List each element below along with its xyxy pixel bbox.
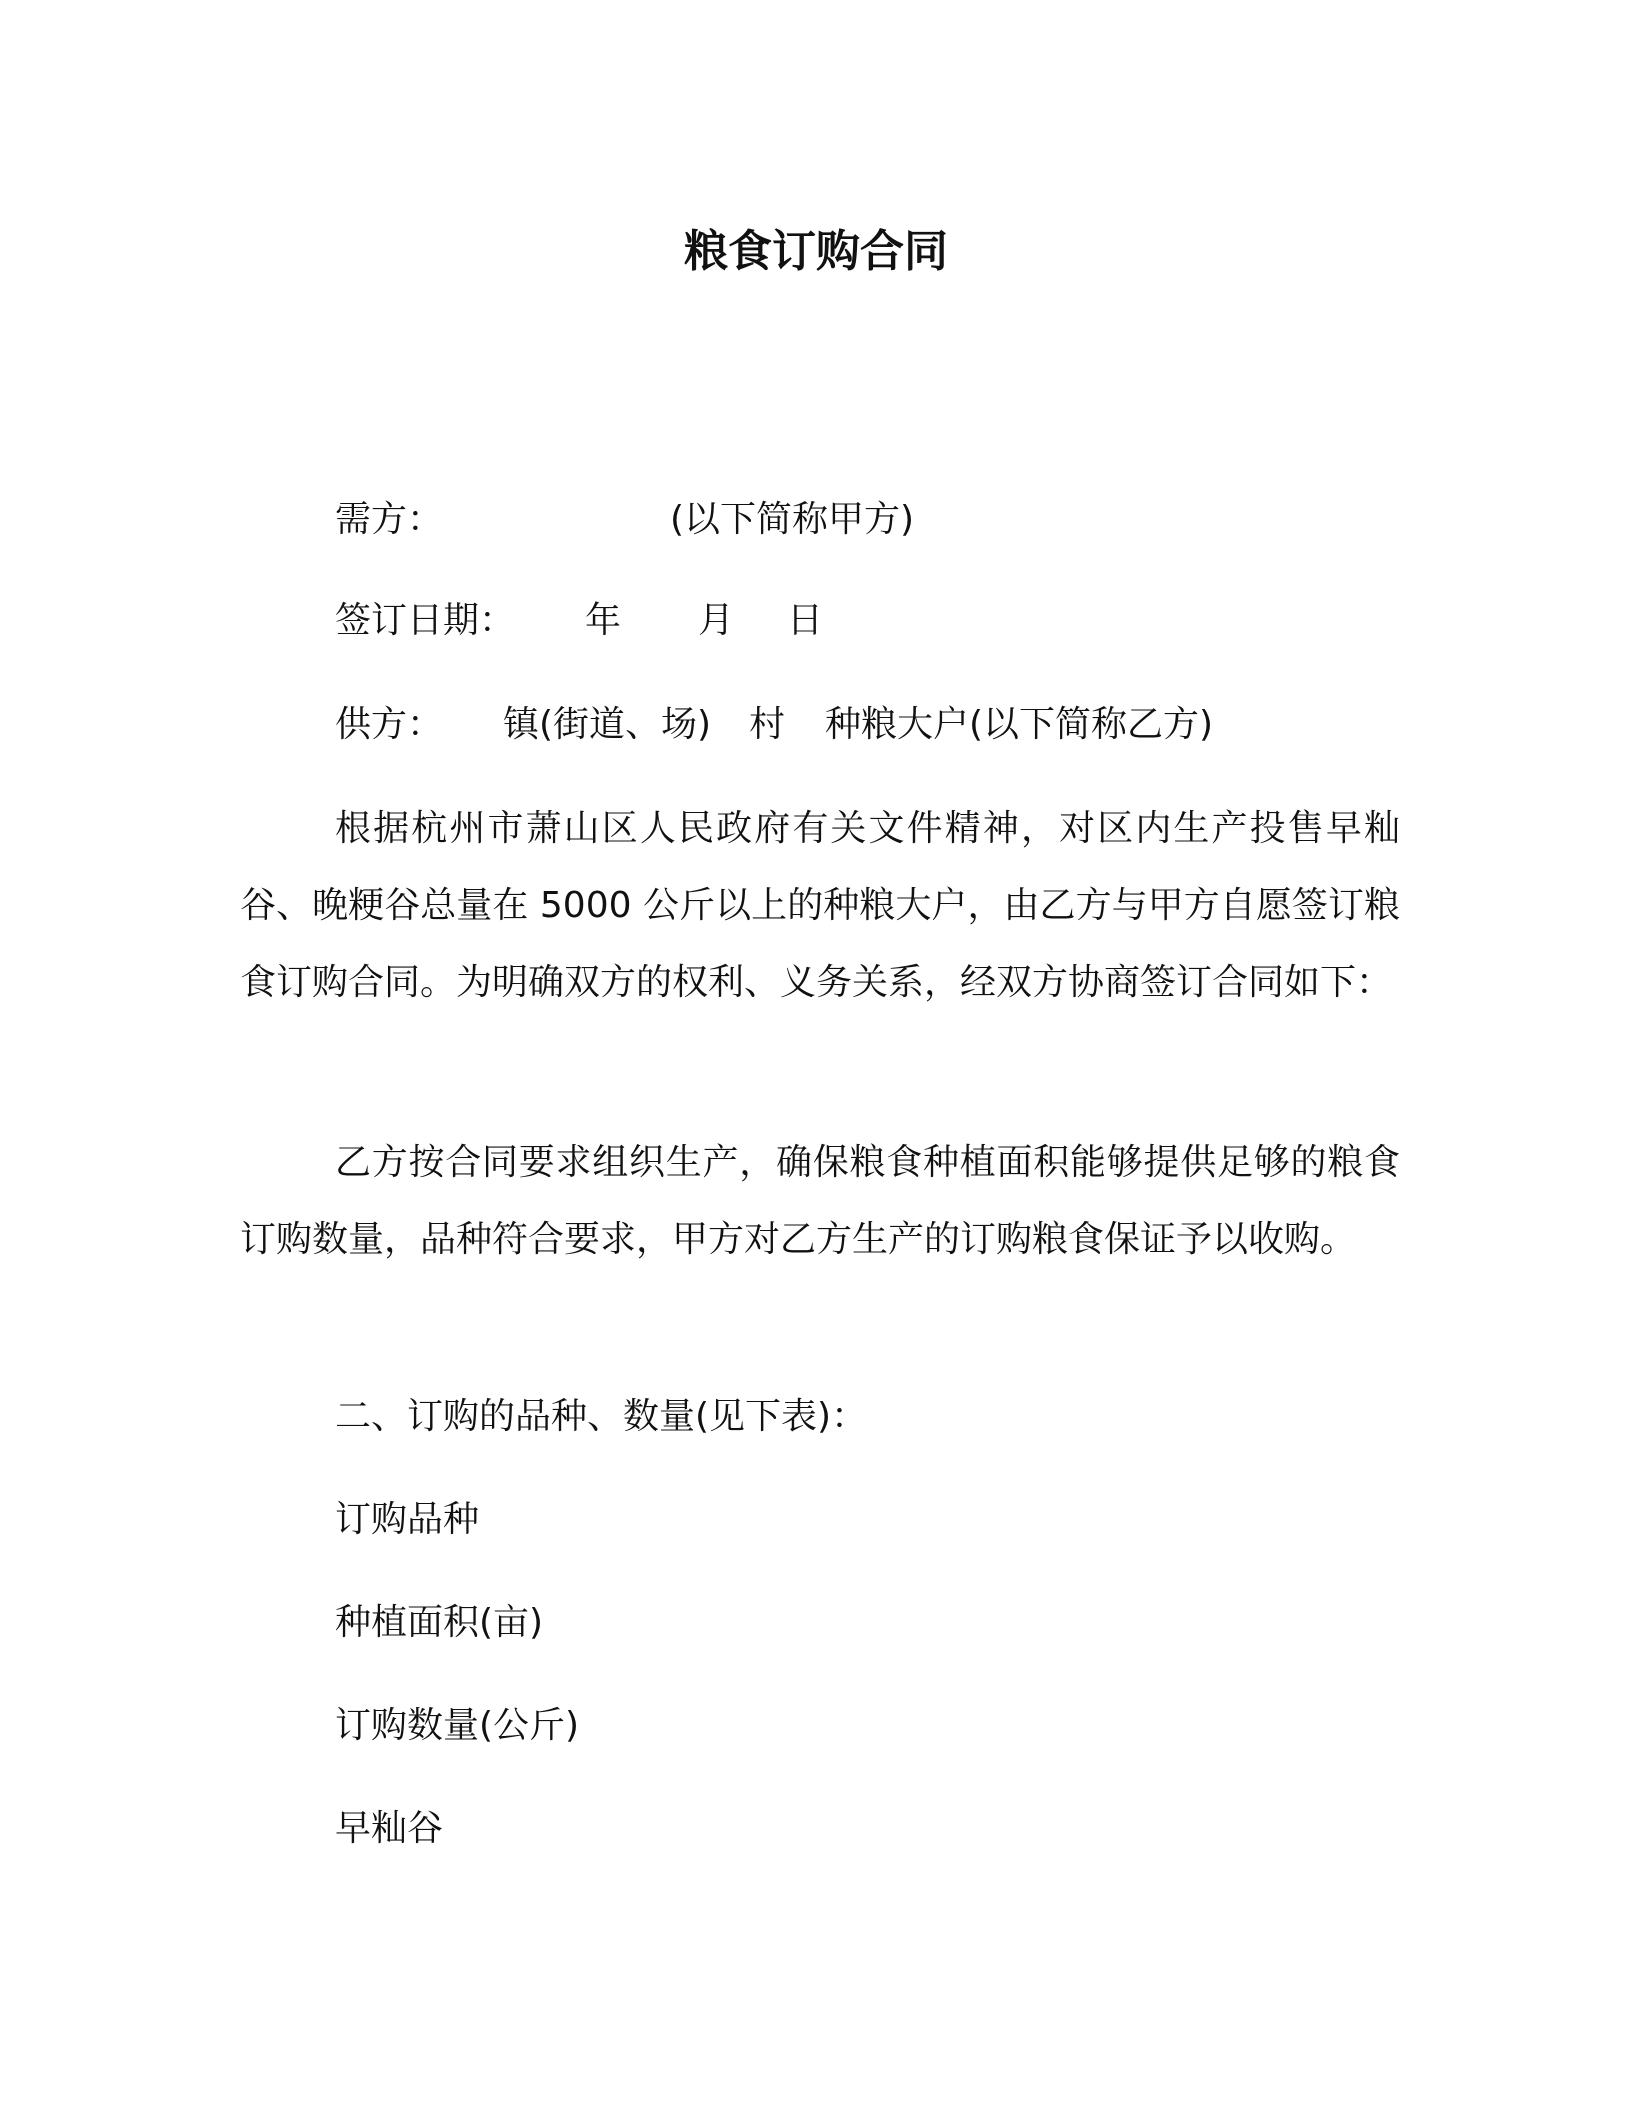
supplier-town: 镇(街道、场) [503,704,712,745]
paragraph-obligation: 乙方按合同要求组织生产，确保粮食种植面积能够提供足够的粮食订购数量，品种符合要求，甲方对乙方生产的订购粮食保证予以收购。 [240,1142,1400,1260]
paragraph-basis: 根据杭州市萧山区人民政府有关文件精神，对区内生产投售早籼谷、晚粳谷总量在 5000 公斤以上的种粮大户，由乙方与甲方自愿签订粮食订购合同。为明确双方的权利、义务关系，经双方协商签订合同如下： [240,808,1400,1003]
date-month: 月 [698,600,735,641]
list-item-area: 种植面积(亩) [335,1602,544,1643]
list-item-variety: 订购品种 [335,1499,480,1540]
section-two-heading: 二、订购的品种、数量(见下表)： [335,1396,868,1437]
date-year: 年 [585,600,622,641]
list-item-quantity: 订购数量(公斤) [335,1705,580,1746]
list-item-early-rice: 早籼谷 [335,1808,444,1849]
buyer-suffix: (以下简称甲方) [670,499,915,540]
document-title: 粮食订购合同 [684,226,948,277]
date-label: 签订日期： [335,600,516,641]
buyer-label: 需方： [335,499,444,540]
supplier-suffix: 种粮大户(以下简称乙方) [825,704,1214,745]
supplier-label: 供方： [335,704,444,745]
supplier-village: 村 [749,704,786,745]
date-day: 日 [787,600,824,641]
